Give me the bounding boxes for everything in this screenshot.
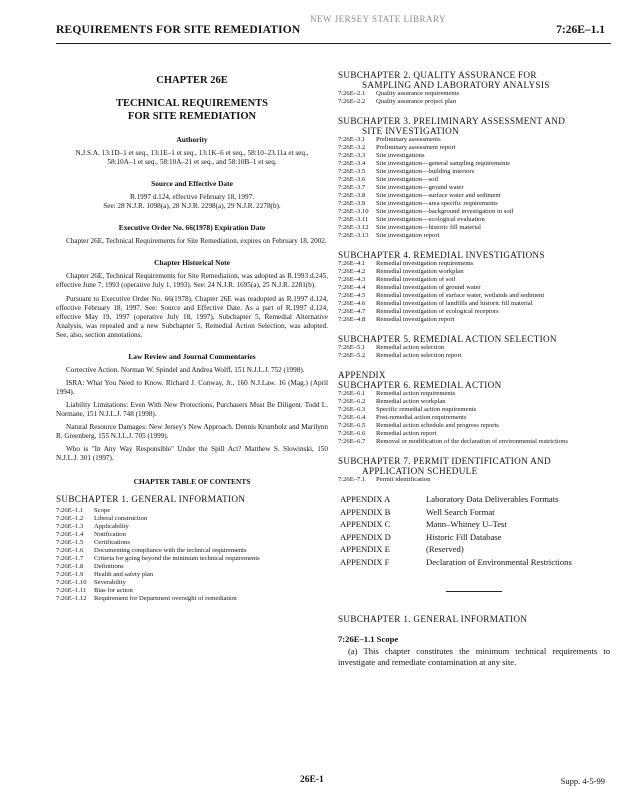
toc-number: 7:26E–3.3 xyxy=(338,152,366,159)
toc-title: Scope xyxy=(94,507,111,514)
toc-row xyxy=(338,260,610,268)
toc-number: 7:26E–1.12 xyxy=(56,595,87,602)
toc-title: Site investigation—ecological evaluation xyxy=(376,216,485,223)
toc-row xyxy=(56,547,328,555)
toc-row xyxy=(338,224,610,232)
toc-row xyxy=(338,208,610,216)
toc-row xyxy=(338,168,610,176)
toc-title: Site investigation—area specific requirements xyxy=(376,200,498,207)
subchapter-3-toc xyxy=(338,136,610,240)
toc-number: 7:26E–6.6 xyxy=(338,430,366,437)
library-stamp: NEW JERSEY STATE LIBRARY xyxy=(310,14,447,24)
toc-number: 7:26E–1.3 xyxy=(56,523,84,530)
toc-title: Quality assurance project plan xyxy=(376,98,457,105)
historical-note-heading: Chapter Historical Note xyxy=(154,258,230,267)
toc-row xyxy=(338,136,610,144)
toc-title: Site investigation—general sampling requirements xyxy=(376,160,510,167)
toc-row xyxy=(338,160,610,168)
toc-title: Remedial investigation of soil xyxy=(376,276,456,283)
toc-title: Remedial investigation requirements xyxy=(376,260,474,267)
commentaries-heading: Law Review and Journal Commentaries xyxy=(128,352,256,361)
toc-row xyxy=(338,352,610,360)
commentary-item: ISRA: What You Need to Know. Richard J. Conway, Jr., 160 N.J.Law. 16 (Mag.) (April 1994). xyxy=(56,379,328,396)
appendix-row xyxy=(340,519,572,530)
toc-number: 7:26E–1.2 xyxy=(56,515,84,522)
toc-title: Documenting compliance with the technical requirements xyxy=(94,547,247,554)
toc-title: Permit identification xyxy=(376,476,431,483)
section-divider xyxy=(446,591,502,592)
toc-title: Remedial action workplan xyxy=(376,398,446,405)
chapter-title-line-1: TECHNICAL REQUIREMENTS xyxy=(116,98,268,109)
toc-number: 7:26E–3.5 xyxy=(338,168,366,175)
appendix-title: Mann–Whitney U–Test xyxy=(426,519,507,529)
toc-title: Remedial action report xyxy=(376,430,437,437)
toc-row xyxy=(56,571,328,579)
commentary-item: Natural Resource Damages: New Jersey's New Approach. Dennis Krumholz and Marilynn R. Greenberg, 155 N.J.L.J. 705 (1999). xyxy=(56,423,328,440)
subchapter-1-toc xyxy=(56,507,328,603)
toc-title: Severability xyxy=(94,579,126,586)
toc-number: 7:26E–6.4 xyxy=(338,414,366,421)
toc-row xyxy=(338,192,610,200)
toc-number: 7:26E–4.7 xyxy=(338,308,366,315)
appendix-title: (Reserved) xyxy=(426,544,464,554)
toc-number: 7:26E–1.7 xyxy=(56,555,84,562)
subchapter-5-toc xyxy=(338,344,610,360)
toc-number: 7:26E–5.2 xyxy=(338,352,366,359)
toc-title: Notification xyxy=(94,531,126,538)
page-number: 26E-1 xyxy=(300,775,324,785)
toc-title: Requirement for Department oversight of remediation xyxy=(94,595,237,602)
toc-row xyxy=(338,292,610,300)
toc-row xyxy=(56,595,328,603)
toc-number: 7:26E–6.3 xyxy=(338,406,366,413)
toc-row xyxy=(338,406,610,414)
toc-title: Remedial investigation of landfills and historic fill material xyxy=(376,300,533,307)
subchapter-2-title: SUBCHAPTER 2. QUALITY ASSURANCE FOR xyxy=(338,70,537,80)
subchapter-7-toc xyxy=(338,476,610,484)
subchapter-3-title-cont: SITE INVESTIGATION xyxy=(362,126,460,136)
toc-title: Remedial action selection xyxy=(376,344,445,351)
toc-row xyxy=(338,98,610,106)
toc-title: Remedial investigation of ground water xyxy=(376,284,481,291)
toc-title: Site investigation—historic fill material xyxy=(376,224,481,231)
toc-row xyxy=(56,563,328,571)
subchapter-1-title: SUBCHAPTER 1. GENERAL INFORMATION xyxy=(56,494,246,504)
toc-title: Quality assurance requirements xyxy=(376,90,460,97)
toc-row xyxy=(338,144,610,152)
toc-number: 7:26E–4.6 xyxy=(338,300,366,307)
toc-row xyxy=(338,284,610,292)
toc-number: 7:26E–4.1 xyxy=(338,260,366,267)
toc-title: Certifications xyxy=(94,539,130,546)
historical-note-p1: Chapter 26E, Technical Requirements for Site Remediation, was adopted as R.1993 d.245, effective June 7, 1993 (operative July 1, 1993). See: 24 N.J.R. 1695(a), 25 N.J.R. 2281(b). xyxy=(56,272,328,289)
subchapter-6-title: SUBCHAPTER 6. REMEDIAL ACTION xyxy=(338,380,502,390)
toc-row xyxy=(338,300,610,308)
toc-title: Remedial investigation of surface water, wetlands and sediment xyxy=(376,292,545,299)
page-header xyxy=(0,0,623,46)
toc-row xyxy=(56,531,328,539)
subchapter-3-title: SUBCHAPTER 3. PRELIMINARY ASSESSMENT AND xyxy=(338,116,566,126)
toc-row xyxy=(56,587,328,595)
authority-text: N.J.S.A. 13:1D–1 et seq., 13:1E–1 et seq., 13:1K–6 et seq., 58:10–23.11a et seq., 58:10A–1 et seq., 58:10A–21 et seq., and 58:10B–1 et seq. xyxy=(75,149,309,166)
toc-row xyxy=(338,438,610,446)
toc-row xyxy=(338,276,610,284)
toc-title: Removal or modification of the declaration of environmental restrictions xyxy=(376,438,568,445)
toc-title: Site investigation report xyxy=(376,232,440,239)
toc-number: 7:26E–4.5 xyxy=(338,292,366,299)
toc-number: 7:26E–3.4 xyxy=(338,160,366,167)
toc-title: Remedial action selection report xyxy=(376,352,462,359)
toc-number: 7:26E–4.8 xyxy=(338,316,366,323)
toc-number: 7:26E–1.1 xyxy=(56,507,84,514)
toc-row xyxy=(56,523,328,531)
toc-title: Criteria for going beyond the minimum technical requirements xyxy=(94,555,260,562)
toc-number: 7:26E–6.1 xyxy=(338,390,366,397)
toc-row xyxy=(338,430,610,438)
toc-title: Preliminary assessments xyxy=(376,136,441,143)
subchapter-1-body-title: SUBCHAPTER 1. GENERAL INFORMATION xyxy=(338,614,528,624)
subchapter-2-title-cont: SAMPLING AND LABORATORY ANALYSIS xyxy=(362,80,550,90)
toc-title: Site investigation—surface water and sediment xyxy=(376,192,501,199)
toc-title: Site investigation—background investigation in soil xyxy=(376,208,514,215)
toc-row xyxy=(338,200,610,208)
toc-row xyxy=(338,176,610,184)
toc-row xyxy=(338,344,610,352)
appendix-row xyxy=(340,557,572,568)
toc-number: 7:26E–2.2 xyxy=(338,98,366,105)
toc-row xyxy=(56,579,328,587)
toc-row xyxy=(338,90,610,98)
appendix-title: Historic Fill Database xyxy=(426,531,502,542)
appendix-letter: APPENDIX A xyxy=(340,494,391,504)
appendix-letter: APPENDIX C xyxy=(340,519,391,529)
toc-row xyxy=(338,268,610,276)
appendix-label: APPENDIX xyxy=(338,370,386,380)
scope-text: (a) This chapter constitutes the minimum technical requirements to investigate and remediate contamination at any site. xyxy=(338,646,610,667)
executive-order-heading: Executive Order No. 66(1978) Expiration Date xyxy=(118,223,266,232)
appendix-letter: APPENDIX E xyxy=(340,544,390,554)
appendix-row xyxy=(340,532,572,543)
appendix-letter: APPENDIX D xyxy=(340,531,391,542)
toc-title: Site investigation—soil xyxy=(376,176,439,183)
toc-row xyxy=(338,308,610,316)
chapter-title xyxy=(56,97,328,123)
appendix-letter: APPENDIX F xyxy=(340,556,390,567)
appendices-list xyxy=(338,492,574,569)
toc-number: 7:26E–3.6 xyxy=(338,176,366,183)
toc-number: 7:26E–1.11 xyxy=(56,587,87,594)
subchapter-7-title-cont: APPLICATION SCHEDULE xyxy=(362,466,478,476)
toc-title: Remedial action schedule and progress reports xyxy=(376,422,499,429)
right-column xyxy=(338,48,610,668)
appendix-title: Laboratory Data Deliverables Formats xyxy=(426,494,559,504)
toc-row xyxy=(56,539,328,547)
executive-order-text: Chapter 26E, Technical Requirements for Site Remediation, expires on February 18, 2002. xyxy=(66,237,327,245)
toc-number: 7:26E–1.6 xyxy=(56,547,84,554)
source-line-2: See: 28 N.J.R. 1098(a), 28 N.J.R. 2298(a), 29 N.J.R. 2278(b). xyxy=(103,202,281,210)
toc-number: 7:26E–1.9 xyxy=(56,571,84,578)
subchapter-2-toc xyxy=(338,90,610,106)
toc-title: Liberal construction xyxy=(94,515,148,522)
toc-title: Bias for action xyxy=(94,587,133,594)
toc-row xyxy=(338,390,610,398)
authority-heading: Authority xyxy=(176,135,208,144)
toc-number: 7:26E–6.7 xyxy=(338,438,366,445)
toc-number: 7:26E–2.1 xyxy=(338,90,366,97)
toc-title: Site investigation—ground water xyxy=(376,184,464,191)
toc-number: 7:26E–3.7 xyxy=(338,184,366,191)
toc-row xyxy=(338,414,610,422)
toc-number: 7:26E–7.1 xyxy=(338,476,366,483)
toc-title: Preliminary assessment report xyxy=(376,144,456,151)
header-rule xyxy=(56,43,611,44)
subchapter-7-title: SUBCHAPTER 7. PERMIT IDENTIFICATION AND xyxy=(338,456,551,466)
toc-number: 7:26E–3.8 xyxy=(338,192,366,199)
commentary-item: Who is "In Any Way Responsible" Under the Spill Act? Matthew S. Slowinski, 150 N.J.L.J. 301 (1997). xyxy=(56,445,328,462)
toc-title: Site investigation—building interiors xyxy=(376,168,475,175)
toc-heading: CHAPTER TABLE OF CONTENTS xyxy=(133,477,251,486)
appendix-row xyxy=(340,544,572,555)
section-number: 7:26E–1.1 xyxy=(556,24,605,36)
subchapter-6-toc xyxy=(338,390,610,446)
appendix-row xyxy=(340,494,572,505)
toc-number: 7:26E–3.13 xyxy=(338,232,369,239)
chapter-title-line-2: FOR SITE REMEDIATION xyxy=(127,111,257,122)
commentary-item: Corrective Action. Norman W. Spindel and Andrea Wolff, 151 N.J.L.J. 752 (1998). xyxy=(66,366,305,374)
appendix-row xyxy=(340,507,572,518)
toc-title: Definitions xyxy=(94,563,124,570)
appendix-title: Declaration of Environmental Restrictions xyxy=(426,556,572,567)
toc-number: 7:26E–1.5 xyxy=(56,539,84,546)
toc-row xyxy=(338,422,610,430)
historical-note-p2: Pursuant to Executive Order No. 66(1978), Chapter 26E was readopted as R.1997 d.124, effective February 18, 1997. See: Source and Effective Date. As a part of R.1997 d.124, effective May 19, 1997 (operative July 18, 1997), Subchapter 5, Remedial Alternative Analysis, was repealed and a new Subchapter 5, Remedial Action Selection, was adopted. See, also, section annotations. xyxy=(56,295,328,339)
toc-row xyxy=(338,184,610,192)
toc-number: 7:26E–5.1 xyxy=(338,344,366,351)
toc-number: 7:26E–3.10 xyxy=(338,208,369,215)
toc-number: 7:26E–3.12 xyxy=(338,224,369,231)
toc-row xyxy=(56,507,328,515)
toc-row xyxy=(338,216,610,224)
subchapter-5-title: SUBCHAPTER 5. REMEDIAL ACTION SELECTION xyxy=(338,334,557,344)
toc-number: 7:26E–6.2 xyxy=(338,398,366,405)
toc-row xyxy=(338,152,610,160)
toc-title: Remedial investigation workplan xyxy=(376,268,464,275)
toc-row xyxy=(338,232,610,240)
toc-title: Remedial investigation report xyxy=(376,316,455,323)
toc-row xyxy=(338,476,610,484)
source-heading: Source and Effective Date xyxy=(151,179,233,188)
scope-heading: 7:26E–1.1 Scope xyxy=(338,634,399,644)
subchapter-4-toc xyxy=(338,260,610,324)
toc-title: Health and safety plan xyxy=(94,571,154,578)
toc-row xyxy=(338,316,610,324)
toc-number: 7:26E–3.9 xyxy=(338,200,366,207)
toc-title: Site investigations xyxy=(376,152,425,159)
source-line-1: R.1997 d.124, effective February 18, 1997. xyxy=(129,193,255,201)
commentary-item: Liability Limitations: Even With New Protections, Purchasers Must Be Diligent. Todd L. Normane, 151 N.J.L.J. 748 (1998). xyxy=(56,401,328,418)
running-head: REQUIREMENTS FOR SITE REMEDIATION xyxy=(56,24,301,36)
toc-title: Remedial investigation of ecological receptors xyxy=(376,308,499,315)
toc-number: 7:26E–1.10 xyxy=(56,579,87,586)
toc-title: Post-remedial action requirements xyxy=(376,414,467,421)
chapter-number: CHAPTER 26E xyxy=(156,75,228,86)
toc-number: 7:26E–6.5 xyxy=(338,422,366,429)
toc-row xyxy=(56,555,328,563)
toc-number: 7:26E–1.8 xyxy=(56,563,84,570)
toc-number: 7:26E–1.4 xyxy=(56,531,84,538)
toc-title: Applicability xyxy=(94,523,129,530)
toc-title: Remedial action requirements xyxy=(376,390,456,397)
toc-title: Specific remedial action requirements xyxy=(376,406,477,413)
left-column xyxy=(56,48,328,603)
appendix-title: Well Search Format xyxy=(426,506,495,517)
toc-number: 7:26E–3.11 xyxy=(338,216,369,223)
toc-number: 7:26E–4.3 xyxy=(338,276,366,283)
toc-number: 7:26E–4.2 xyxy=(338,268,366,275)
appendix-letter: APPENDIX B xyxy=(340,506,391,517)
toc-row xyxy=(338,398,610,406)
subchapter-4-title: SUBCHAPTER 4. REMEDIAL INVESTIGATIONS xyxy=(338,250,545,260)
toc-row xyxy=(56,515,328,523)
toc-number: 7:26E–4.4 xyxy=(338,284,366,291)
supplement-date: Supp. 4-5-99 xyxy=(560,776,605,786)
toc-number: 7:26E–3.1 xyxy=(338,136,366,143)
toc-number: 7:26E–3.2 xyxy=(338,144,366,151)
